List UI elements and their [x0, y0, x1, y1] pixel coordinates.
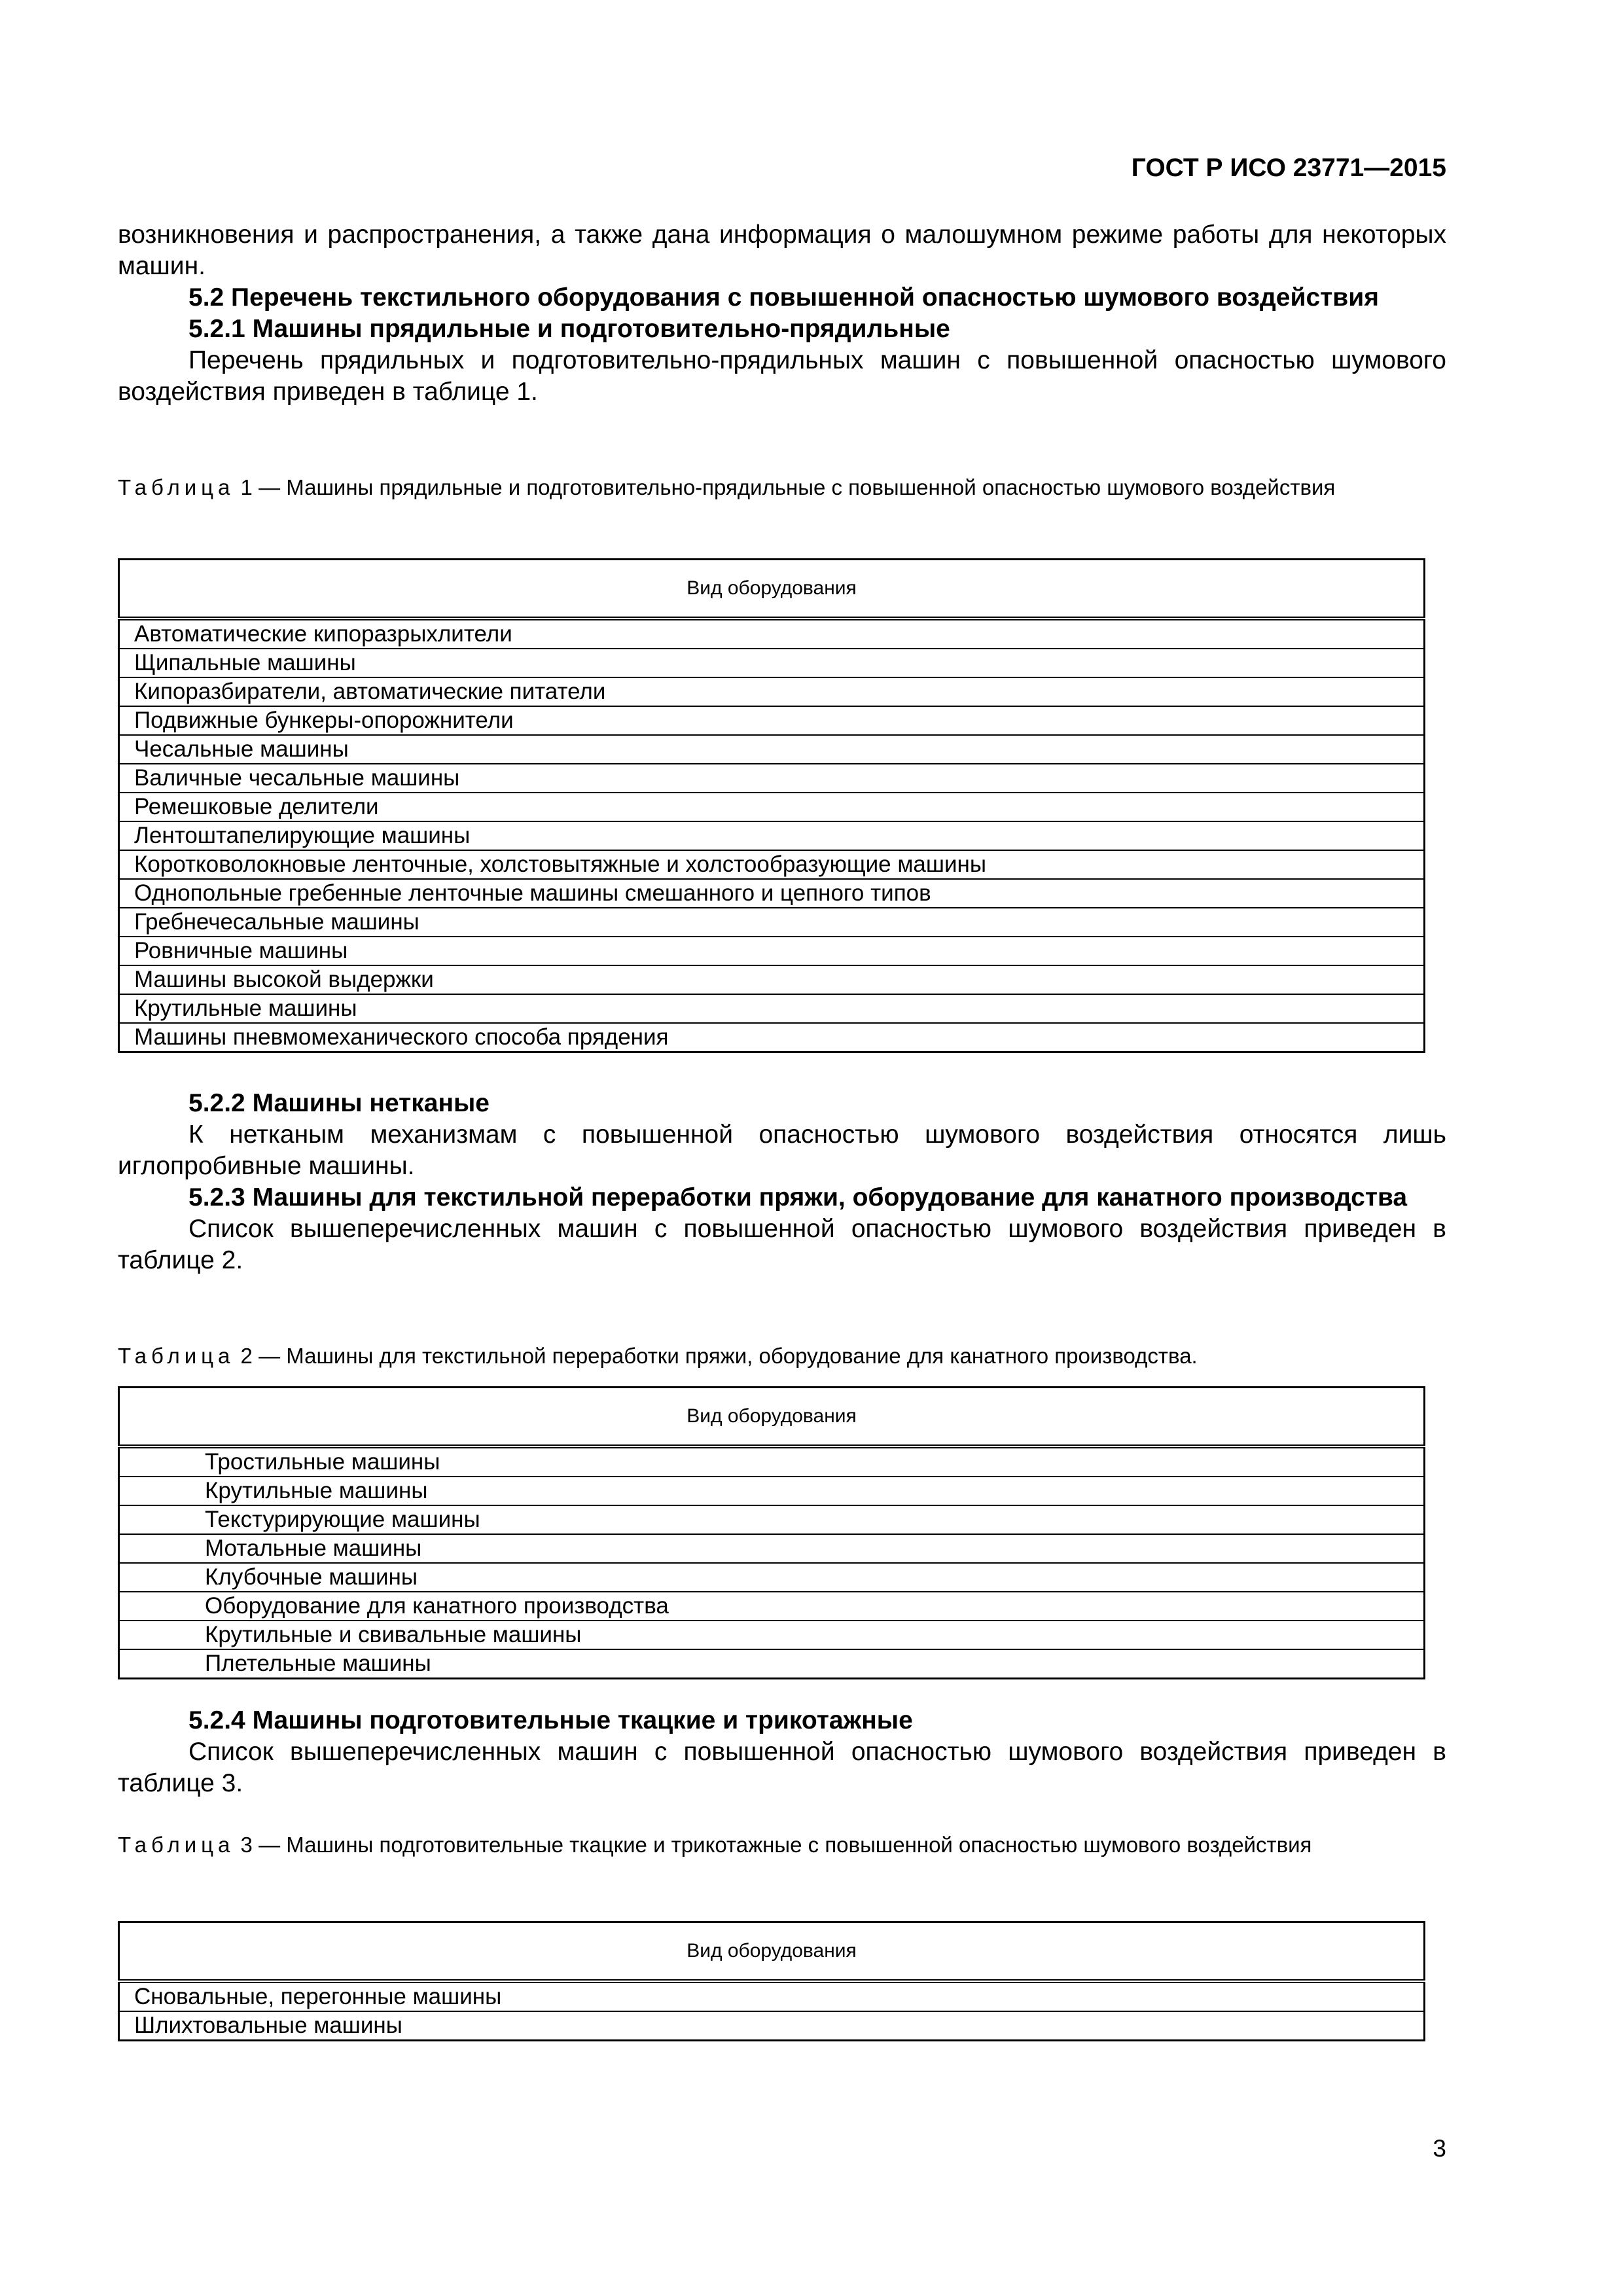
equipment-cell: Машины пневмомеханического способа прядения — [119, 1023, 1425, 1052]
equipment-cell: Автоматические кипоразрыхлители — [119, 619, 1425, 649]
table-row — [119, 965, 1425, 994]
section-5-2-3-title: 5.2.3 Машины для текстильной переработки пряжи, оборудование для канатного производства — [188, 1183, 1408, 1211]
section-5-2-4-title: 5.2.4 Машины подготовительные ткацкие и трикотажные — [188, 1706, 913, 1734]
page-number: 3 — [1433, 2135, 1446, 2162]
equipment-cell: Оборудование для канатного производства — [119, 1592, 1425, 1621]
table3-body — [119, 1981, 1425, 2041]
table3-header: Вид оборудования — [119, 1922, 1425, 1982]
equipment-cell: Текстурирующие машины — [119, 1505, 1425, 1534]
section-5-2-title: 5.2 Перечень текстильного оборудования с повышенной опасностью шумового воздействия — [188, 283, 1379, 312]
table2-caption-text: 2 — Машины для текстильной переработки пряжи, оборудование для канатного производства. — [234, 1344, 1198, 1368]
table-row — [119, 677, 1425, 706]
equipment-cell: Сновальные, перегонные машины — [119, 1981, 1425, 2011]
equipment-cell: Валичные чесальные машины — [119, 764, 1425, 793]
equipment-cell: Тростильные машины — [119, 1446, 1425, 1477]
table-row — [119, 1649, 1425, 1679]
table-row — [119, 908, 1425, 937]
equipment-cell: Ремешковые делители — [119, 793, 1425, 821]
section-5-2-3-text: Список вышеперечисленных машин с повышенной опасностью шумового воздействия приведен в таблице 2. — [118, 1215, 1446, 1274]
table-row — [119, 1023, 1425, 1052]
text-block-intro — [118, 219, 1446, 408]
table1-body — [119, 619, 1425, 1052]
table-row — [119, 850, 1425, 879]
table-row — [119, 1534, 1425, 1563]
table-row — [119, 1592, 1425, 1621]
table2-caption — [118, 1342, 1446, 1371]
equipment-cell: Щипальные машины — [119, 649, 1425, 677]
table-row — [119, 1981, 1425, 2011]
table1-label: Таблица — [118, 475, 235, 499]
section-5-2-4-text: Список вышеперечисленных машин с повышенной опасностью шумового воздействия приведен в таблице 3. — [118, 1738, 1446, 1797]
table-row — [119, 994, 1425, 1023]
section-5-2-2-text: К нетканым механизмам с повышенной опасностью шумового воздействия относятся лишь иглопробивные машины. — [118, 1121, 1446, 1180]
table-row — [119, 764, 1425, 793]
document-code-header: ГОСТ Р ИСО 23771—2015 — [1131, 154, 1446, 182]
table-3 — [118, 1921, 1425, 2041]
equipment-cell: Шлихтовальные машины — [119, 2011, 1425, 2041]
table-row — [119, 793, 1425, 821]
section-5-2-1-text: Перечень прядильных и подготовительно-прядильных машин с повышенной опасностью шумового воздействия приведен в таблице 1. — [118, 346, 1446, 406]
equipment-cell: Мотальные машины — [119, 1534, 1425, 1563]
equipment-cell: Машины высокой выдержки — [119, 965, 1425, 994]
table-row — [119, 2011, 1425, 2041]
equipment-cell: Лентоштапелирующие машины — [119, 821, 1425, 850]
table2-label: Таблица — [118, 1344, 235, 1368]
table2-header: Вид оборудования — [119, 1388, 1425, 1447]
section-5-2-2-title: 5.2.2 Машины нетканые — [188, 1089, 490, 1117]
section-5-2-1-title: 5.2.1 Машины прядильные и подготовительно-прядильные — [188, 315, 950, 343]
table-row — [119, 619, 1425, 649]
table-row — [119, 1505, 1425, 1534]
equipment-cell: Чесальные машины — [119, 735, 1425, 764]
table-row — [119, 649, 1425, 677]
text-block-5-2-2 — [118, 1088, 1446, 1276]
equipment-cell: Крутильные и свивальные машины — [119, 1621, 1425, 1649]
table-row — [119, 879, 1425, 908]
equipment-cell: Подвижные бункеры-опорожнители — [119, 706, 1425, 735]
table1-caption-text: 1 — Машины прядильные и подготовительно-прядильные с повышенной опасностью шумового воздействия — [234, 475, 1336, 499]
intro-paragraph: возникновения и распространения, а также дана информация о малошумном режиме работы для некоторых машин. — [118, 221, 1446, 280]
table-row — [119, 1621, 1425, 1649]
table-1 — [118, 558, 1425, 1053]
table-row — [119, 1477, 1425, 1505]
table-row — [119, 735, 1425, 764]
table-row — [119, 1563, 1425, 1592]
table3-caption — [118, 1831, 1446, 1859]
table-2 — [118, 1386, 1425, 1679]
table1-header: Вид оборудования — [119, 560, 1425, 619]
equipment-cell: Гребнечесальные машины — [119, 908, 1425, 937]
equipment-cell: Крутильные машины — [119, 1477, 1425, 1505]
table1-caption — [118, 473, 1446, 502]
equipment-cell: Коротковолокновые ленточные, холстовытяжные и холстообразующие машины — [119, 850, 1425, 879]
equipment-cell: Клубочные машины — [119, 1563, 1425, 1592]
table3-label: Таблица — [118, 1833, 235, 1857]
table-row — [119, 706, 1425, 735]
table-row — [119, 937, 1425, 965]
table3-caption-text: 3 — Машины подготовительные ткацкие и трикотажные с повышенной опасностью шумового воздействия — [234, 1833, 1312, 1857]
equipment-cell: Плетельные машины — [119, 1649, 1425, 1679]
equipment-cell: Крутильные машины — [119, 994, 1425, 1023]
table-row — [119, 821, 1425, 850]
equipment-cell: Кипоразбиратели, автоматические питатели — [119, 677, 1425, 706]
table-row — [119, 1446, 1425, 1477]
equipment-cell: Ровничные машины — [119, 937, 1425, 965]
equipment-cell: Однопольные гребенные ленточные машины смешанного и цепного типов — [119, 879, 1425, 908]
text-block-5-2-4 — [118, 1705, 1446, 1799]
table2-body — [119, 1446, 1425, 1679]
